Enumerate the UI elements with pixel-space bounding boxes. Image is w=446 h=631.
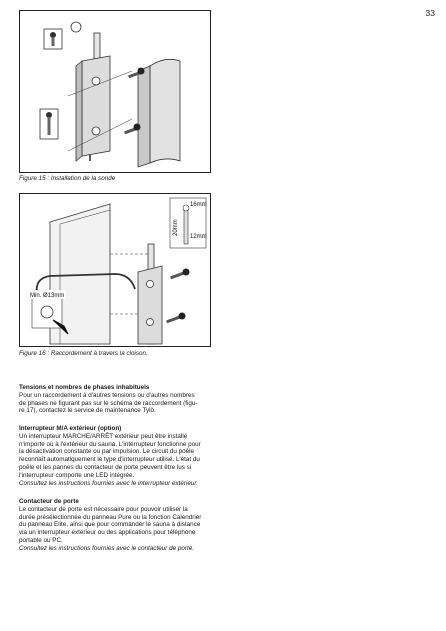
text-line: durée présélectionnée du panneau Pure ou la fonction Calendrier (19, 513, 202, 521)
sensor-installation-illustration (20, 11, 210, 172)
text-line: la désactivation constante ou par impulsion. Le circuit du poêle (19, 448, 195, 456)
section-heading: Interrupteur M/A extérieur (option) (19, 425, 122, 432)
text-line: l'interrupteur comporte une LED intégrée. (19, 471, 135, 479)
section-door-contact (19, 498, 219, 553)
section-note: Consultez les instructions fournies avec le interrupteur extérieur. (19, 479, 198, 487)
figure-15-caption: Figure 15 : Installation de la sonde (19, 175, 116, 182)
wall-connection-illustration (20, 194, 210, 346)
screw-icon (166, 313, 185, 324)
dimension-hole: Min. Ø13mm (30, 293, 65, 299)
section-external-switch (19, 425, 219, 487)
section-heading: Contacteur de porte (19, 498, 79, 505)
dimension-side: 20mm (173, 219, 179, 236)
text-line: n'importe où à l'extérieur du sauna. L'interrupteur fonctionne pour (19, 440, 201, 448)
page-number: 33 (425, 8, 435, 18)
dimension-top: 16mm (190, 202, 207, 208)
text-line: reconnaît automatiquement le type d'interrupteur utilisé. L'état du (19, 456, 200, 464)
text-line: du panneau Elite, ainsi que pour commander le sauna à distance (19, 521, 201, 529)
figure-16-caption: Figure 16 : Raccordement à travers la cloison. (19, 350, 148, 357)
text-line: poêle et les pannes du contacteur de porte peuvent être lus si (19, 463, 192, 471)
screw-icon (170, 269, 189, 280)
text-line: Le contacteur de porte est nécessaire pour pouvoir utiliser la (19, 505, 188, 513)
section-heading: Tensions et nombres de phases inhabituels (19, 384, 150, 391)
figure-16-wall-connection (19, 193, 211, 347)
text-line: re 17), contactez le service de maintenance Tylö. (19, 407, 156, 415)
section-unusual-voltages (19, 384, 219, 415)
figure-15-sensor-installation (19, 10, 211, 173)
dimension-bottom: 12mm (190, 234, 207, 240)
text-line: de phases ne figurant pas sur le schéma de raccordement (figu- (19, 399, 198, 407)
section-note: Consultez les instructions fournies avec le contacteur de porte. (19, 544, 195, 552)
text-line: Pour un raccordement à d'autres tensions ou d'autres nombres (19, 391, 195, 399)
text-line: portable ou PC. (19, 536, 63, 544)
text-line: Un interrupteur MARCHE/ARRÊT extérieur peut être installé (19, 432, 188, 440)
text-line: via un interrupteur extérieur ou des applications pour téléphone (19, 529, 196, 537)
